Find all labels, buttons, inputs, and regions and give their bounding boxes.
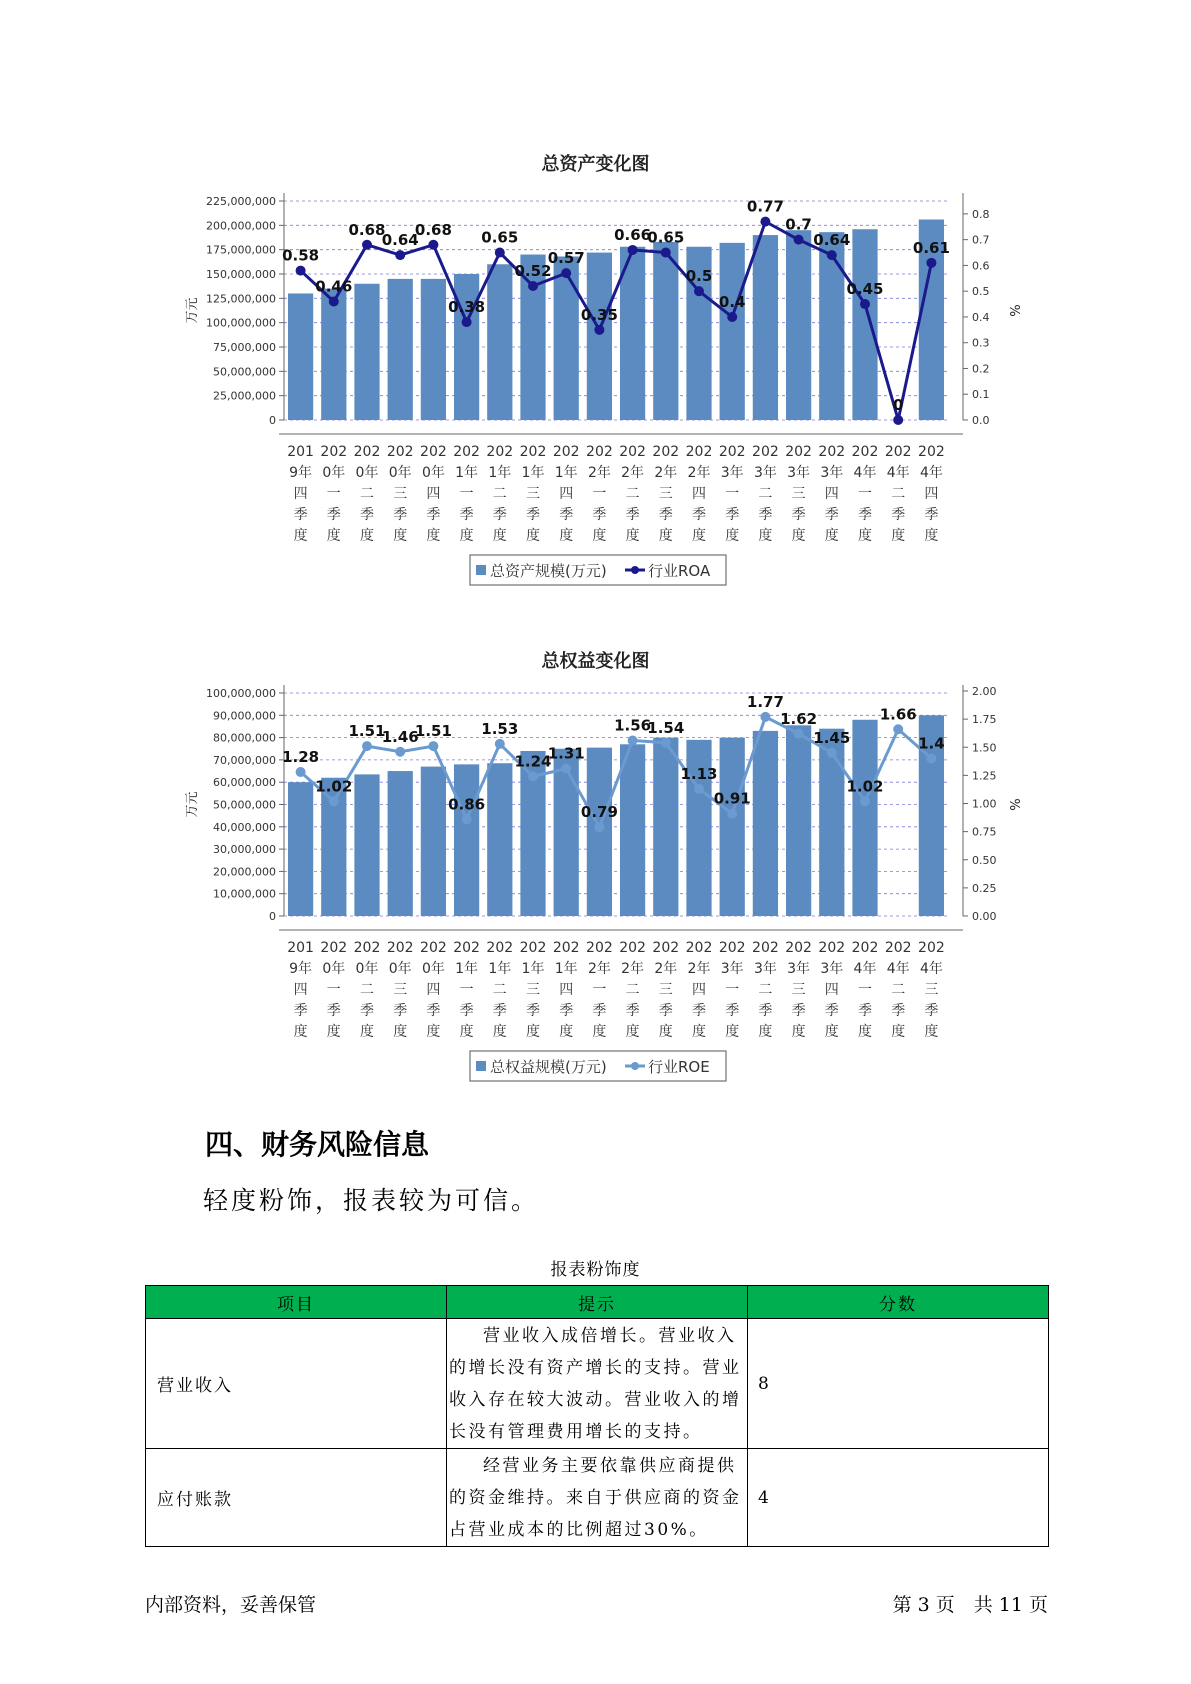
data-label: 0.68	[348, 220, 386, 239]
y2-axis-label: %	[1006, 304, 1021, 317]
x-tick-label: 202 1年一季度	[453, 444, 480, 544]
data-label: 0.77	[746, 197, 784, 216]
data-label: 0.65	[647, 228, 685, 247]
data-label: 1.02	[846, 777, 884, 796]
x-tick-label: 202 2年三季度	[652, 940, 680, 1040]
y2-tick-label: 1.00	[972, 797, 997, 811]
legend-bar-swatch	[476, 565, 486, 575]
bar	[620, 744, 645, 916]
data-label: 0.79	[580, 803, 618, 822]
y2-tick-label: 0.5	[972, 285, 990, 299]
line-point	[694, 286, 704, 296]
row-hint: 营业收入成倍增长。营业收入的增长没有资产增长的支持。营业收入存在较大波动。营业收入的增长没有管理费用增长的支持。	[447, 1319, 748, 1449]
line-point	[760, 217, 770, 227]
y-tick-label: 20,000,000	[213, 865, 276, 879]
y-tick-label: 125,000,000	[206, 292, 276, 306]
data-label: 0.57	[547, 249, 585, 268]
legend-line-label: 行业ROE	[648, 1058, 710, 1076]
chart-title-assets: 总资产变化图	[541, 154, 650, 175]
line-point	[428, 240, 438, 250]
line-point	[893, 415, 903, 425]
y2-tick-label: 0.00	[972, 910, 997, 923]
y-tick-label: 0	[269, 414, 276, 427]
y2-tick-label: 0.7	[972, 233, 990, 247]
data-label: 1.66	[879, 705, 917, 724]
y2-tick-label: 0.3	[972, 336, 990, 350]
y-tick-label: 90,000,000	[213, 709, 276, 723]
bar	[554, 749, 579, 916]
data-label: 1.45	[813, 728, 851, 747]
line-point	[462, 317, 472, 327]
footer-left: 内部资料，妥善保管	[145, 1594, 317, 1616]
x-tick-label: 202 0年四季度	[420, 940, 447, 1040]
data-label: 1.53	[481, 719, 519, 738]
data-label: 1.13	[680, 764, 718, 783]
legend-bar-label: 总权益规模(万元)	[490, 1058, 607, 1076]
y-tick-label: 0	[269, 910, 276, 923]
bar	[753, 235, 778, 420]
x-tick-label: 201 9年四季度	[287, 444, 314, 544]
bar	[487, 763, 512, 916]
data-label: 0.64	[381, 231, 419, 250]
bar	[421, 279, 446, 420]
data-label: 0.86	[448, 795, 486, 814]
x-tick-label: 202 2年二季度	[619, 444, 646, 544]
bar	[720, 243, 745, 420]
bar	[421, 767, 446, 916]
chart-title-equity: 总权益变化图	[541, 651, 650, 672]
line-point	[628, 245, 638, 255]
x-tick-label: 202 3年四季度	[818, 444, 846, 544]
data-label: 1.24	[514, 752, 552, 771]
y-tick-label: 70,000,000	[213, 753, 276, 767]
line-point	[860, 299, 870, 309]
x-tick-label: 202 1年二季度	[486, 940, 514, 1040]
data-label: 0.35	[580, 305, 618, 324]
bar	[653, 738, 678, 916]
data-label: 1.4	[918, 734, 945, 753]
x-tick-label: 202 0年三季度	[386, 444, 414, 544]
x-tick-label: 202 0年三季度	[386, 940, 414, 1040]
table-row	[146, 1449, 1049, 1547]
x-tick-label: 202 1年四季度	[552, 940, 580, 1040]
section-summary: 轻度粉饰，报表较为可信。	[203, 1186, 540, 1215]
x-tick-label: 202 2年一季度	[586, 444, 613, 544]
line-point	[628, 736, 638, 746]
x-tick-label: 202 4年二季度	[884, 940, 912, 1040]
legend-line-marker	[631, 1062, 639, 1070]
header-item: 项目	[146, 1286, 447, 1319]
footer-page-number: 第 3 页 共 11 页	[892, 1594, 1048, 1616]
bar	[786, 725, 811, 916]
bar	[753, 731, 778, 916]
y2-tick-label: 1.75	[972, 713, 997, 727]
y2-tick-label: 0.1	[972, 388, 990, 402]
y-tick-label: 60,000,000	[213, 776, 276, 790]
y2-tick-label: 1.50	[972, 741, 997, 755]
y2-tick-label: 0.50	[972, 853, 997, 867]
bar	[454, 764, 479, 916]
line-point	[528, 281, 538, 291]
y-tick-label: 100,000,000	[206, 316, 276, 330]
risk-table	[145, 1285, 1049, 1547]
bar	[354, 284, 379, 420]
data-label: 1.28	[282, 748, 320, 766]
line-point	[329, 296, 339, 306]
y-tick-label: 30,000,000	[213, 843, 276, 857]
data-label: 0.64	[813, 231, 851, 250]
data-label: 1.56	[614, 716, 652, 735]
line-point	[495, 248, 505, 258]
x-tick-label: 202 0年二季度	[353, 940, 381, 1040]
legend-line-label: 行业ROA	[648, 562, 711, 580]
y-tick-label: 25,000,000	[213, 389, 276, 403]
line-point	[893, 724, 903, 734]
bar	[819, 232, 844, 420]
legend-bar-swatch	[476, 1061, 486, 1071]
y2-tick-label: 0.4	[972, 310, 990, 324]
y2-tick-label: 1.25	[972, 769, 997, 783]
x-tick-label: 202 2年二季度	[619, 940, 646, 1040]
data-label: 0.38	[448, 298, 486, 317]
bar	[852, 229, 877, 420]
line-point	[395, 250, 405, 260]
x-tick-label: 202 1年三季度	[519, 940, 547, 1040]
line-point	[495, 739, 505, 749]
x-tick-label: 202 0年四季度	[420, 444, 447, 544]
data-label: 0.68	[414, 220, 452, 239]
x-tick-label: 202 1年四季度	[552, 444, 580, 544]
line-point	[362, 741, 372, 751]
x-tick-label: 202 2年四季度	[685, 444, 713, 544]
data-label: 0.91	[713, 789, 751, 808]
total-assets-chart	[0, 170, 1191, 590]
y-tick-label: 100,000,000	[206, 687, 276, 700]
data-label: 0.61	[912, 238, 950, 257]
line-point	[827, 748, 837, 758]
line-point	[428, 741, 438, 751]
y2-tick-label: 0.6	[972, 259, 990, 273]
line-point	[395, 747, 405, 757]
y-tick-label: 200,000,000	[206, 219, 276, 233]
x-tick-label: 202 1年一季度	[453, 940, 480, 1040]
bar	[487, 264, 512, 420]
x-tick-label: 202 1年三季度	[519, 444, 547, 544]
bar	[321, 289, 346, 420]
line-point	[926, 754, 936, 764]
data-label: 0.45	[846, 280, 884, 299]
line-point	[661, 248, 671, 258]
bar	[354, 774, 379, 916]
y2-axis-label: %	[1006, 798, 1021, 811]
bar	[852, 720, 877, 916]
data-label: 0.7	[785, 215, 812, 234]
section-heading: 四、财务风险信息	[205, 1128, 430, 1161]
row-score: 8	[748, 1319, 1049, 1449]
data-label: 1.51	[348, 722, 386, 741]
line-point	[760, 712, 770, 722]
line-point	[727, 809, 737, 819]
bar	[720, 738, 745, 916]
x-tick-label: 202 2年四季度	[685, 940, 713, 1040]
bar	[388, 771, 413, 916]
line-point	[528, 772, 538, 782]
data-label: 1.46	[381, 727, 419, 746]
y-tick-label: 10,000,000	[213, 887, 276, 901]
line-point	[594, 822, 604, 832]
line-point	[561, 764, 571, 774]
y-tick-label: 40,000,000	[213, 820, 276, 834]
data-label: 0.5	[685, 267, 713, 286]
y-tick-label: 80,000,000	[213, 731, 276, 745]
line-point	[594, 325, 604, 335]
y-axis-label: 万元	[185, 297, 200, 324]
x-tick-label: 202 3年二季度	[752, 444, 779, 544]
total-equity-chart	[0, 668, 1191, 1088]
bar	[554, 256, 579, 420]
header-hint: 提示	[447, 1286, 748, 1319]
bar	[388, 279, 413, 420]
bar	[653, 242, 678, 420]
header-score: 分数	[748, 1286, 1049, 1319]
x-tick-label: 202 4年三季度	[918, 940, 945, 1040]
x-tick-label: 202 4年一季度	[851, 940, 879, 1040]
bar	[288, 782, 313, 916]
x-tick-label: 202 3年四季度	[818, 940, 846, 1040]
data-label: 0.46	[315, 277, 353, 296]
data-label: 1.51	[414, 722, 452, 741]
bar	[288, 293, 313, 420]
line-point	[296, 767, 306, 777]
data-label: 1.62	[780, 709, 818, 728]
row-item: 营业收入	[146, 1319, 447, 1449]
bar	[587, 253, 612, 420]
y2-tick-label: 0.25	[972, 881, 997, 895]
table-caption: 报表粉饰度	[550, 1260, 641, 1280]
line-point	[362, 240, 372, 250]
bar	[786, 230, 811, 420]
row-hint: 经营业务主要依靠供应商提供的资金维持。来自于供应商的资金占营业成本的比例超过30%。	[447, 1449, 748, 1547]
y-tick-label: 50,000,000	[213, 365, 276, 379]
line-point	[329, 796, 339, 806]
x-tick-label: 202 3年三季度	[785, 444, 812, 544]
table-row	[146, 1319, 1049, 1449]
x-tick-label: 202 4年一季度	[851, 444, 879, 544]
line-point	[296, 266, 306, 276]
line-point	[462, 814, 472, 824]
line-point	[860, 796, 870, 806]
y2-tick-label: 0.2	[972, 362, 990, 376]
x-tick-label: 202 2年三季度	[652, 444, 680, 544]
data-label: 1.54	[647, 718, 685, 737]
y-tick-label: 50,000,000	[213, 798, 276, 812]
row-score: 4	[748, 1449, 1049, 1547]
y2-tick-label: 0.8	[972, 207, 990, 221]
y2-tick-label: 0.75	[972, 825, 997, 839]
line-point	[727, 312, 737, 322]
data-label: 1.77	[746, 692, 784, 711]
data-label: 0.4	[718, 292, 746, 311]
data-label: 0.66	[614, 225, 652, 244]
x-tick-label: 201 9年四季度	[287, 940, 314, 1040]
data-label: 0.65	[481, 228, 519, 247]
x-tick-label: 202 0年二季度	[353, 444, 381, 544]
x-tick-label: 202 4年二季度	[884, 444, 912, 544]
y-axis-label: 万元	[185, 791, 200, 818]
x-tick-label: 202 1年二季度	[486, 444, 514, 544]
x-tick-label: 202 3年一季度	[718, 444, 746, 544]
y-tick-label: 150,000,000	[206, 268, 276, 281]
x-tick-label: 202 0年一季度	[320, 444, 348, 544]
x-tick-label: 202 4年四季度	[918, 444, 945, 544]
line-point	[794, 235, 804, 245]
line-point	[561, 268, 571, 278]
legend-bar-label: 总资产规模(万元)	[490, 562, 607, 580]
data-label: 0	[892, 396, 904, 414]
y-tick-label: 225,000,000	[206, 195, 276, 208]
y-tick-label: 175,000,000	[206, 243, 276, 257]
data-label: 1.31	[547, 744, 585, 763]
y-tick-label: 75,000,000	[213, 341, 276, 354]
x-tick-label: 202 3年一季度	[718, 940, 746, 1040]
y2-tick-label: 2.00	[972, 685, 997, 698]
data-label: 0.58	[282, 246, 320, 265]
x-tick-label: 202 0年一季度	[320, 940, 348, 1040]
y2-tick-label: 0.0	[972, 414, 990, 427]
legend-line-marker	[631, 566, 639, 574]
line-point	[926, 258, 936, 268]
row-item: 应付账款	[146, 1449, 447, 1547]
x-tick-label: 202 3年三季度	[785, 940, 812, 1040]
x-tick-label: 202 3年二季度	[752, 940, 779, 1040]
line-point	[661, 738, 671, 748]
bar	[454, 274, 479, 420]
line-point	[827, 250, 837, 260]
data-label: 1.02	[315, 777, 353, 796]
data-label: 0.52	[514, 262, 552, 281]
table-header-row	[146, 1286, 1049, 1319]
line-point	[794, 729, 804, 739]
line-point	[694, 784, 704, 794]
x-tick-label: 202 2年一季度	[586, 940, 613, 1040]
